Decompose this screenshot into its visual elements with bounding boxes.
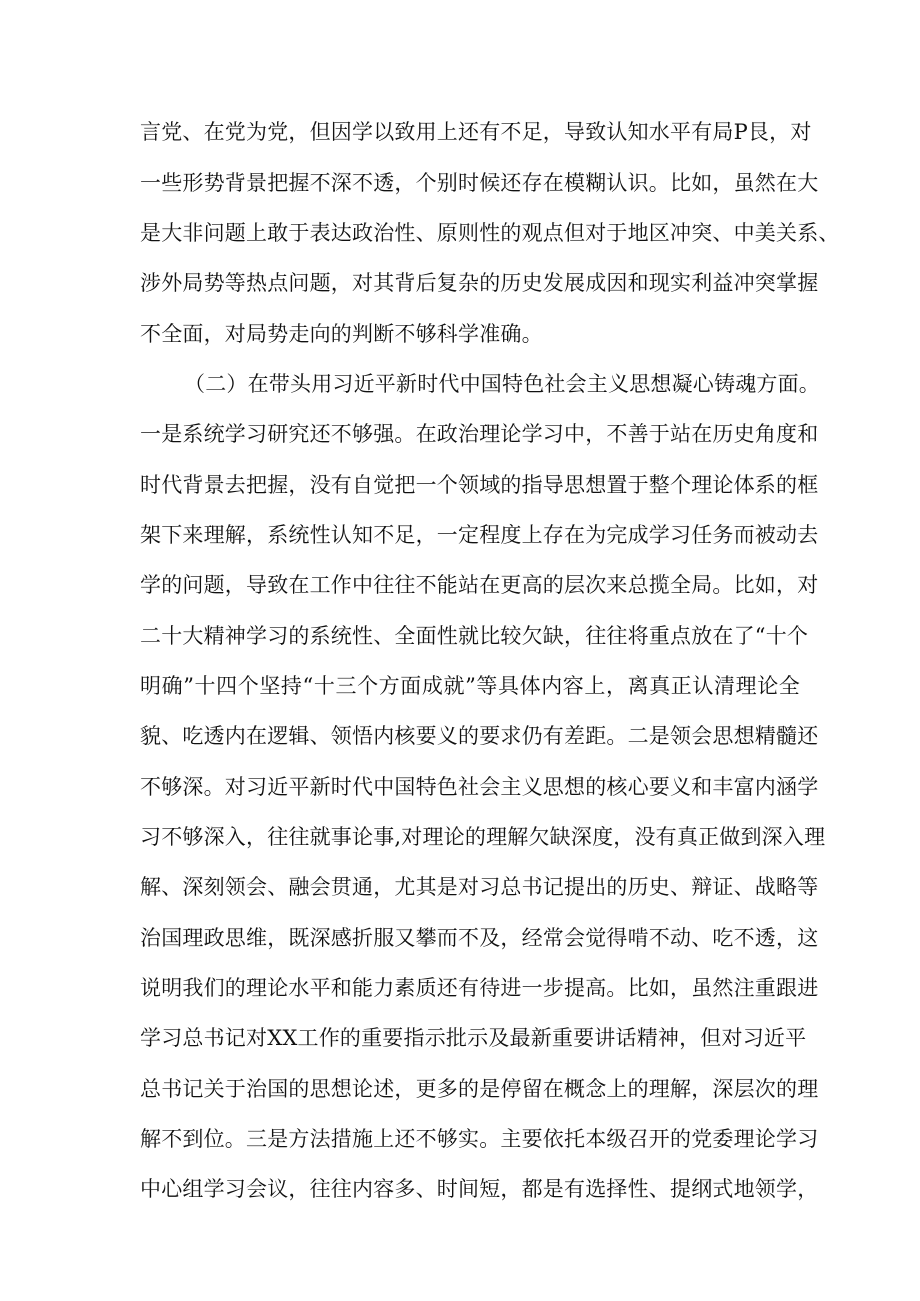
text-line: 架下来理解，系统性认知不足，一定程度上存在为完成学习任务而被动去	[140, 523, 819, 547]
text-line: 貌、吃透内在逻辑、领悟内核要义的要求仍有差距。二是领会思想精髓还	[140, 724, 819, 748]
text-line: 是大非问题上敢于表达政治性、原则性的观点但对于地区冲突、中美关系、	[140, 221, 840, 245]
text-line: 说明我们的理论水平和能力素质还有待进一步提高。比如，虽然注重跟进	[140, 976, 819, 1000]
text-line: 一些形势背景把握不深不透，个别时候还存在模糊认识。比如，虽然在大	[140, 171, 819, 195]
text-line: 习不够深入，往往就事论事,对理论的理解欠缺深度，没有真正做到深入理	[140, 825, 826, 849]
text-line: 解、深刻领会、融会贯通，尤其是对习总书记提出的历史、辩证、战略等	[140, 875, 819, 899]
text-line: 中心组学习会议，往往内容多、时间短，都是有选择性、提纲式地领学，	[140, 1177, 819, 1201]
text-line: 明确”十四个坚持“十三个方面成就”等具体内容上，离真正认清理论全	[140, 674, 800, 698]
text-line: 时代背景去把握，没有自觉把一个领域的指导思想置于整个理论体系的框	[140, 473, 819, 497]
text-line: 解不到位。三是方法措施上还不够实。主要依托本级召开的党委理论学习	[140, 1127, 819, 1151]
text-line: 一是系统学习研究还不够强。在政治理论学习中，不善于站在历史角度和	[140, 422, 819, 446]
text-line: 二十大精神学习的系统性、全面性就比较欠缺，往往将重点放在了“十个	[140, 624, 809, 648]
section-heading: （二）在带头用习近平新时代中国特色社会主义思想凝心铸魂方面。	[184, 372, 820, 396]
text-line: 不够深。对习近平新时代中国特色社会主义思想的核心要义和丰富内涵学	[140, 775, 819, 799]
text-line: 学的问题，导致在工作中往往不能站在更高的层次来总揽全局。比如，对	[140, 573, 819, 597]
text-line: 涉外局势等热点问题，对其背后复杂的历史发展成因和现实利益冲突掌握	[140, 271, 819, 295]
text-line: 不全面，对局势走向的判断不够科学准确。	[140, 322, 543, 346]
text-line: 学习总书记对XX工作的重要指示批示及最新重要讲话精神，但对习近平	[140, 1026, 807, 1050]
text-line: 总书记关于治国的思想论述，更多的是停留在概念上的理解，深层次的理	[140, 1077, 819, 1101]
text-line: 言党、在党为党，但因学以致用上还有不足，导致认知水平有局P艮，对	[140, 120, 812, 144]
text-line: 治国理政思维，既深感折服又攀而不及，经常会觉得啃不动、吃不透，这	[140, 926, 819, 950]
